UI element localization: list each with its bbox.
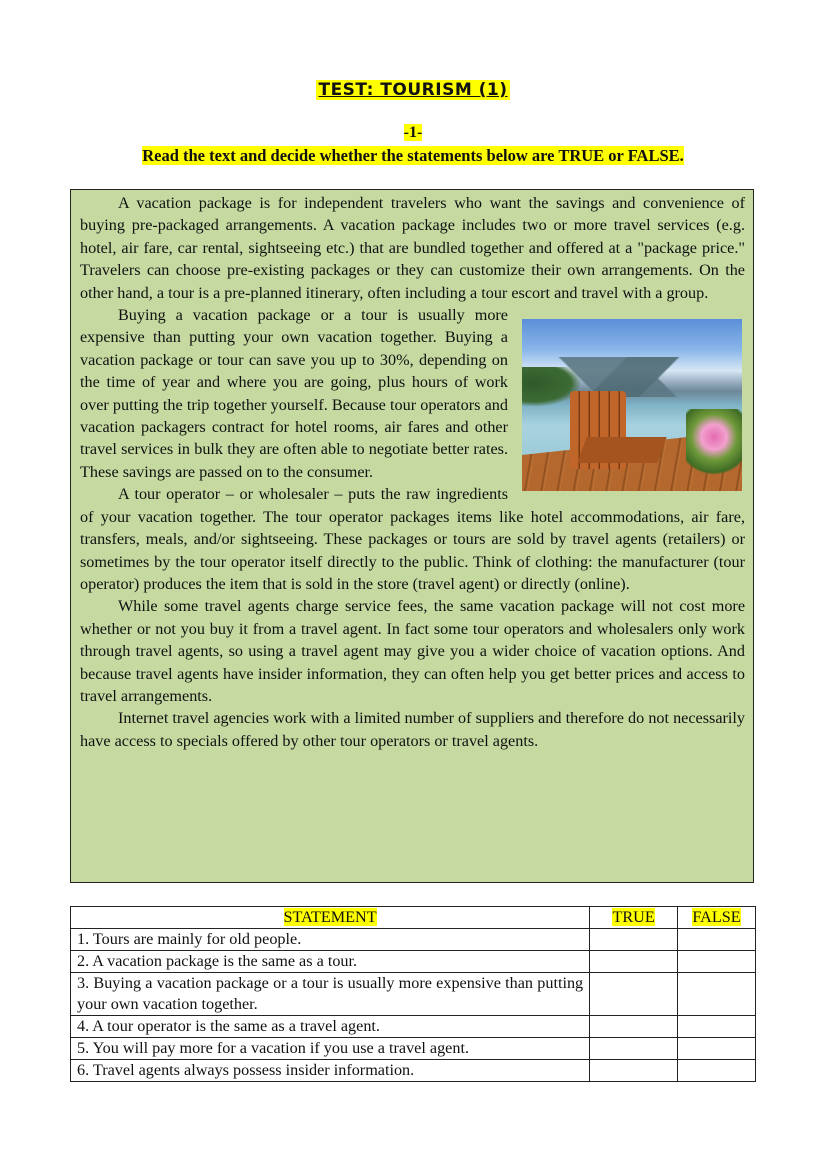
passage-paragraph-4: While some travel agents charge service fees, the same vacation package will not cost more whether or not you buy it from a travel agent. In fact some tour operators and wholesalers only work through travel agents, so using a travel agent may give you a wider choice of vacation options. And because travel agents have insider information, they can often help you get better prices and access to travel arrangements. [80,597,745,705]
statement-5: 5. You will pay more for a vacation if you use a travel agent. [71,1038,590,1060]
answer-false-1[interactable] [678,929,756,951]
table-row [71,1060,756,1082]
test-title-text: TEST: TOURISM (1) [318,80,508,100]
table-header-row [71,907,756,929]
passage-paragraph-1-text: A vacation package is for independent travelers who want the savings and convenience of buying pre-packaged arrangements. A vacation package includes two or more travel services (e.g. hotel, air fare, car rental, sightseeing etc.) that are bundled together and offered at a "package price." Travelers can choose pre-existing packages or they can customize their own arrangements. On the other hand, a tour is a pre-planned itinerary, often including a tour escort and travel with a group. [80,194,745,302]
instruction [0,146,826,166]
passage-paragraph-5: Internet travel agencies work with a limited number of suppliers and therefore do not necessarily have access to specials offered by other tour operators or travel agents. [80,709,745,750]
header-false [678,907,756,929]
lake-dock-chair-photo [522,319,742,491]
reading-passage [70,189,754,883]
statement-6: 6. Travel agents always possess insider information. [71,1060,590,1082]
answer-false-2[interactable] [678,951,756,973]
answer-false-4[interactable] [678,1016,756,1038]
table-row [71,973,756,1016]
answer-true-6[interactable] [590,1060,678,1082]
answer-true-5[interactable] [590,1038,678,1060]
statements-table [70,906,756,1082]
header-true [590,907,678,929]
answer-true-1[interactable] [590,929,678,951]
table-row [71,1016,756,1038]
table-row [71,1038,756,1060]
section-number-text: -1- [403,124,423,141]
statement-4: 4. A tour operator is the same as a travel agent. [71,1016,590,1038]
answer-false-3[interactable] [678,973,756,1016]
statement-3: 3. Buying a vacation package or a tour is usually more expensive than putting your own vacation together. [71,973,590,1016]
answer-false-6[interactable] [678,1060,756,1082]
table-row [71,929,756,951]
header-false-text: FALSE [692,908,741,926]
passage-paragraph-2: Buying a vacation package or a tour is usually more expensive than putting your own vacation together. Buying a vacation package or tour can save you up to 30%, depending on the time of year and where you are going, plus hours of work over putting the trip together yourself. Because tour operators and vacation packagers contract for hotel rooms, air fares and other travel services in bulk they are often able to negotiate better rates. These savings are passed on to the consumer. [80,306,508,481]
passage-paragraph-3: A tour operator – or wholesaler – puts the raw ingredients of your vacation together. The tour operator packages items like hotel accommodations, air fare, transfers, meals, and/or sightseeing. These packages or tours are sold by travel agents (retailers) or sometimes by the tour operator itself directly to the public. Think of clothing: the manufacturer (tour operator) produces the item that is sold in the store (travel agent) or directly (online). [80,485,745,593]
statement-1: 1. Tours are mainly for old people. [71,929,590,951]
table-row [71,951,756,973]
statement-2: 2. A vacation package is the same as a tour. [71,951,590,973]
test-title [0,80,826,100]
answer-true-2[interactable] [590,951,678,973]
instruction-text: Read the text and decide whether the statements below are TRUE or FALSE. [142,146,684,165]
flower-pot [686,409,742,479]
section-number [0,124,826,142]
answer-true-4[interactable] [590,1016,678,1038]
chair-seat [577,437,666,463]
header-statement-text: STATEMENT [283,908,377,926]
answer-false-5[interactable] [678,1038,756,1060]
answer-true-3[interactable] [590,973,678,1016]
passage-paragraph-1 [80,192,745,304]
header-statement [71,907,590,929]
header-true-text: TRUE [612,908,655,926]
